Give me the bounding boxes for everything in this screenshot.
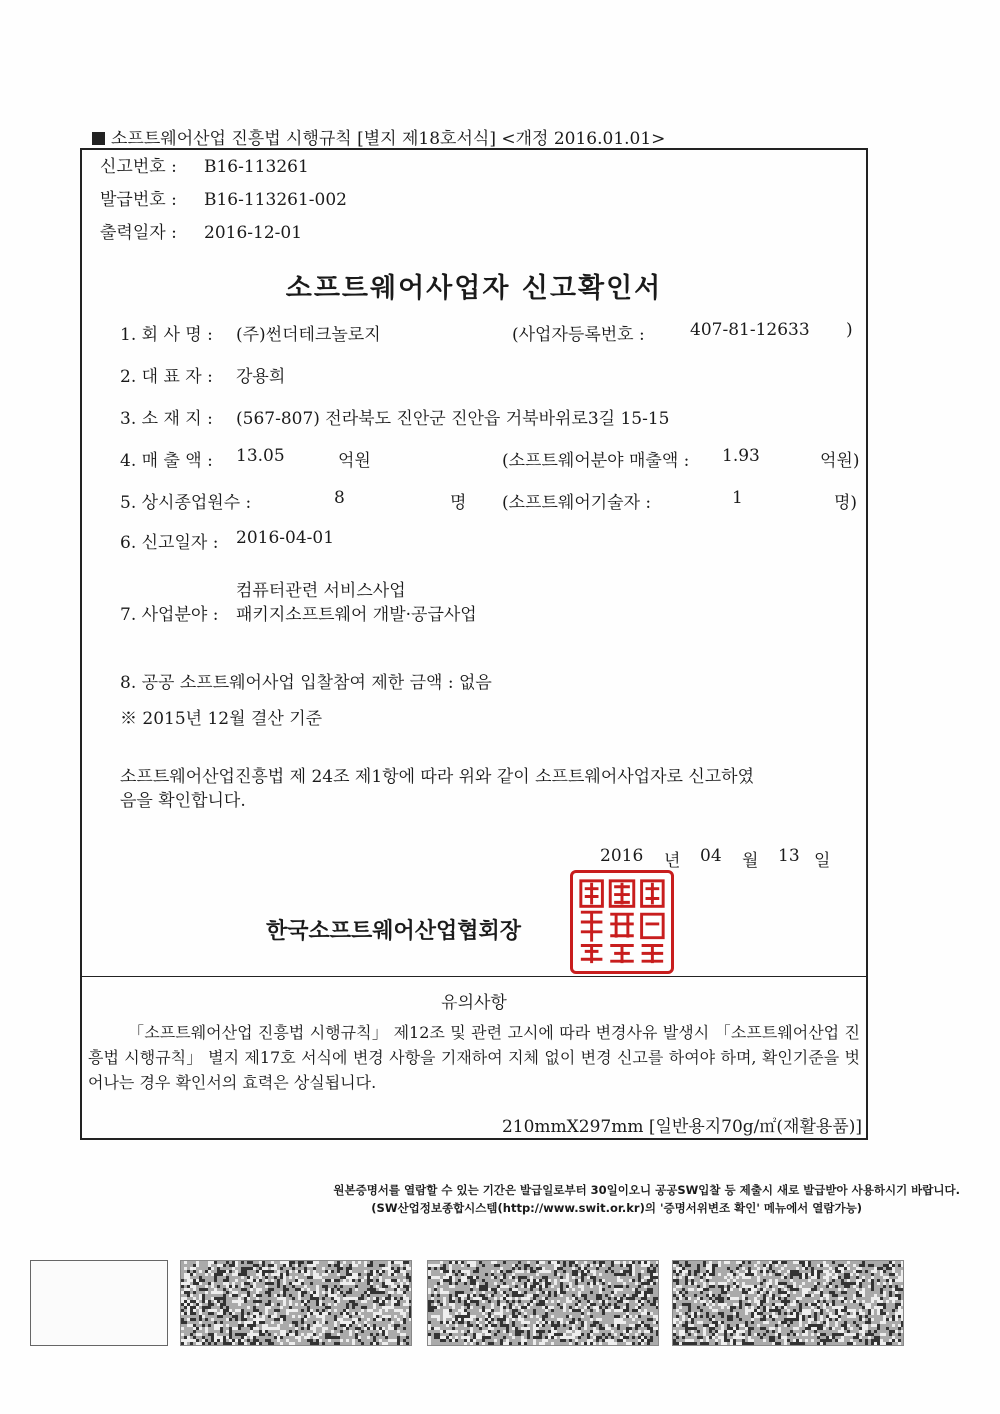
paper-spec: 210mmX297mm [일반용지70g/㎡(재활용품)] [501, 1117, 862, 1137]
notice-divider [82, 976, 866, 977]
seal-glyphs [573, 873, 671, 971]
business-field-2: 패키지소프트웨어 개발·공급사업 [236, 605, 477, 625]
address: (567-807) 전라북도 진안군 진안읍 거북바위로3길 15-15 [236, 409, 670, 429]
print-date: 2016-12-01 [204, 223, 303, 243]
certificate-frame [80, 148, 868, 1140]
issue-number: B16-113261-002 [204, 190, 347, 210]
issue-month-unit: 월 [742, 851, 759, 871]
sales-value: 13.05 [236, 446, 285, 466]
security-pattern-2-graphic [428, 1261, 658, 1345]
security-pattern-3-graphic [673, 1261, 903, 1345]
notice-heading: 유의사항 [441, 993, 507, 1013]
sw-sales-label: (소프트웨어분야 매출액 : [502, 451, 690, 471]
employees-label: 5. 상시종업원수 : [120, 493, 252, 513]
issue-number-row [100, 185, 347, 210]
sw-engineers-label: (소프트웨어기술자 : [502, 493, 652, 513]
confirmation-line-2: 음을 확인합니다. [120, 791, 246, 811]
report-number-row [100, 152, 309, 177]
biz-reg-number: 407-81-12633 [690, 320, 810, 340]
signatory: 한국소프트웨어산업협회장 [266, 919, 522, 944]
report-number-label: 신고번호 : [100, 157, 177, 177]
report-date: 2016-04-01 [236, 528, 335, 548]
issue-month: 04 [700, 846, 722, 866]
employees-value: 8 [334, 488, 345, 508]
ceo-label: 2. 대 표 자 : [120, 367, 213, 387]
document-title: 소프트웨어사업자 신고확인서 [285, 273, 663, 304]
business-field-label: 7. 사업분야 : [120, 605, 219, 625]
form-title: 소프트웨어산업 진흥법 시행규칙 [별지 제18호서식] <개정 2016.01.01> [111, 129, 666, 149]
print-date-label: 출력일자 : [100, 223, 177, 243]
issue-day: 13 [778, 846, 800, 866]
issue-day-unit: 일 [814, 851, 831, 871]
footer-line-2: (SW산업정보종합시스템(http://www.swit.or.kr)의 '증명서위변조 확인' 메뉴에서 열람가능) [371, 1201, 862, 1215]
footer-line-1: 원본증명서를 열람할 수 있는 기간은 발급일로부터 30일이오니 공공SW입찰 등 제출시 새로 발급받아 사용하시기 바랍니다. [333, 1183, 960, 1197]
square-bullet-icon [92, 132, 105, 145]
print-date-row [100, 218, 302, 243]
business-field-1: 컴퓨터관련 서비스사업 [236, 581, 406, 601]
biz-reg-label: (사업자등록번호 : [512, 325, 645, 345]
address-label: 3. 소 재 지 : [120, 409, 213, 429]
company-label: 1. 회 사 명 : [120, 325, 213, 345]
issue-number-label: 발급번호 : [100, 190, 177, 210]
sw-engineers-unit: 명) [834, 493, 858, 513]
sales-label: 4. 매 출 액 : [120, 451, 213, 471]
issue-year: 2016 [600, 846, 644, 866]
biz-reg-close: ) [846, 320, 853, 340]
bid-limit: 8. 공공 소프트웨어사업 입찰참여 제한 금액 : 없음 [120, 673, 492, 693]
company-name: (주)썬더테크놀로지 [236, 325, 381, 345]
basis-note: ※ 2015년 12월 결산 기준 [120, 709, 323, 729]
report-date-label: 6. 신고일자 : [120, 533, 219, 553]
ceo-name: 강용희 [236, 367, 286, 387]
security-pattern-1 [180, 1260, 412, 1346]
blank-verification-box [30, 1260, 168, 1346]
security-pattern-1-graphic [181, 1261, 411, 1345]
employees-unit: 명 [450, 493, 467, 513]
form-header [92, 124, 665, 149]
notice-body: 「소프트웨어산업 진흥법 시행규칙」 제12조 및 관련 고시에 따라 변경사유 발생시 「소프트웨어산업 진흥법 시행규칙」 별지 제17호 서식에 변경 사항을 기재하여 지체 없이 변경 신고를 하여야 하며, 확인기준을 벗어나는 경우 확인서의 효력은 상실됩니다. [88, 1023, 860, 1092]
security-pattern-3 [672, 1260, 904, 1346]
confirmation-line-1: 소프트웨어산업진흥법 제 24조 제1항에 따라 위와 같이 소프트웨어사업자로 신고하였 [120, 767, 755, 787]
issue-year-unit: 년 [664, 851, 681, 871]
report-number: B16-113261 [204, 157, 309, 177]
sw-sales-unit: 억원) [820, 451, 860, 471]
sw-engineers-value: 1 [732, 488, 743, 508]
sales-unit: 억원 [338, 451, 371, 471]
security-pattern-2 [427, 1260, 659, 1346]
official-seal-stamp [570, 870, 674, 974]
sw-sales-value: 1.93 [722, 446, 760, 466]
